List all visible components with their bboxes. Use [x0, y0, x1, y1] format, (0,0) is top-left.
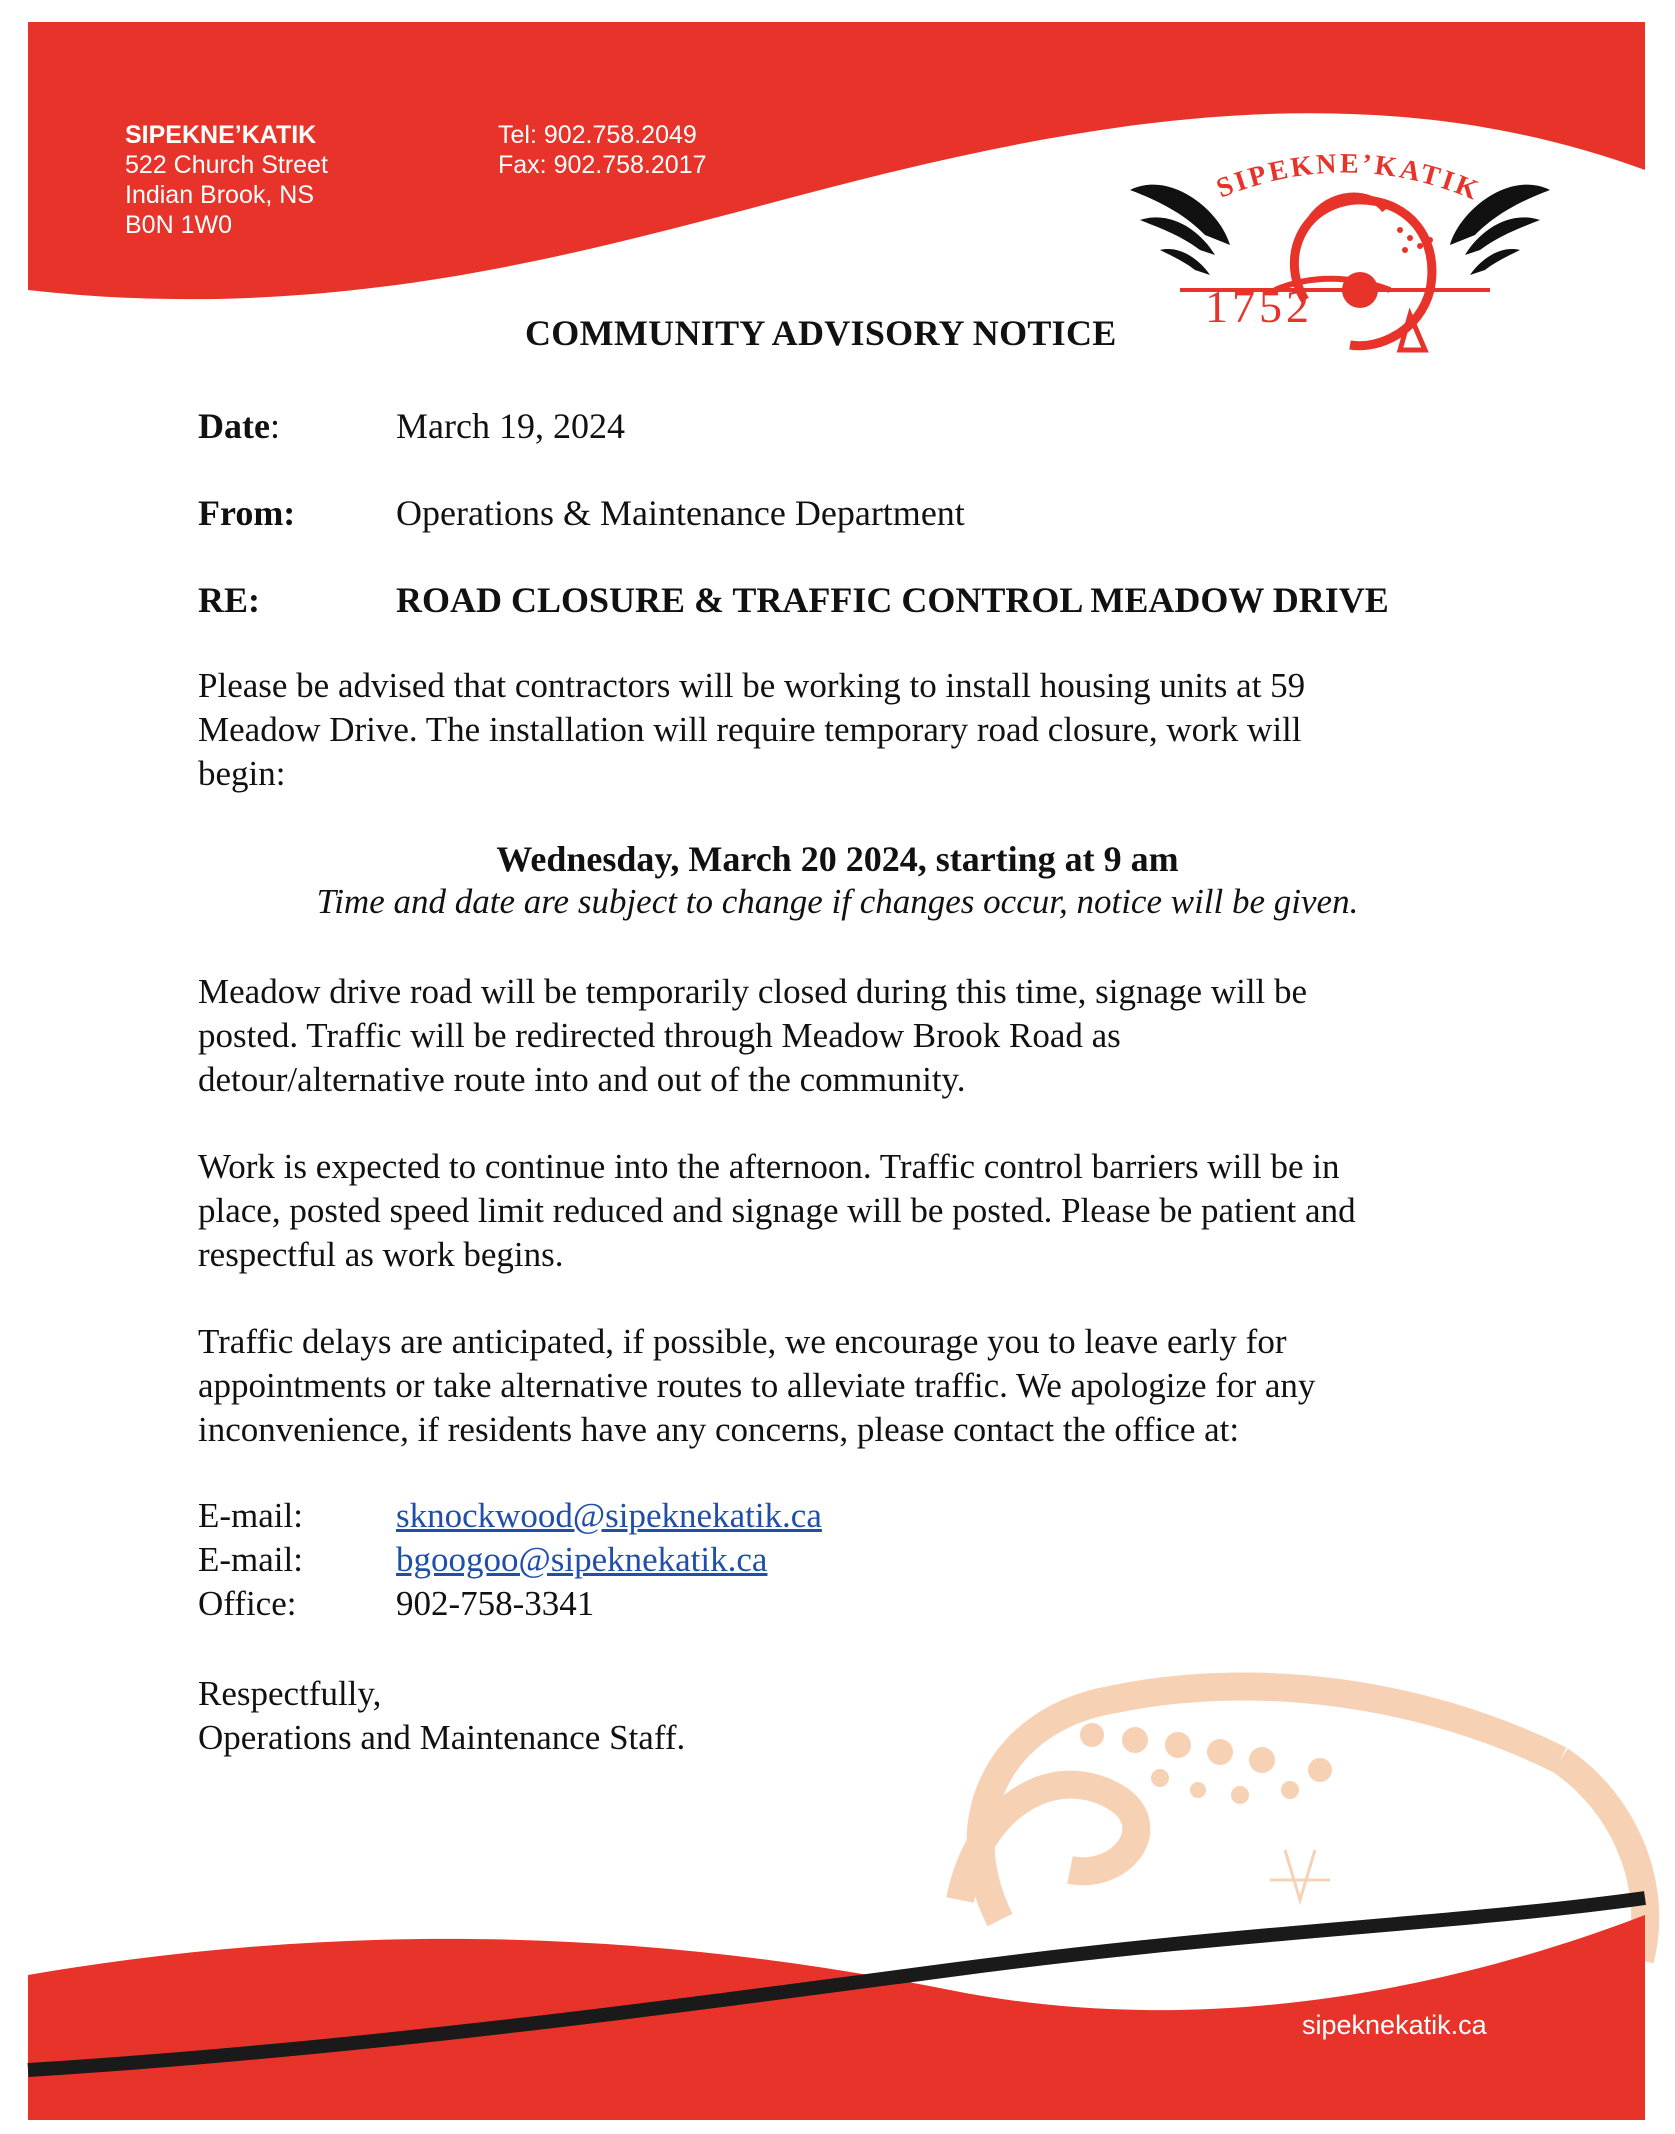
- office-phone: 902-758-3341: [396, 1584, 595, 1623]
- from-value: Operations & Maintenance Department: [396, 493, 965, 533]
- address-city: Indian Brook, NS: [125, 181, 314, 209]
- schedule-date: Wednesday, March 20 2024, starting at 9 am: [496, 839, 1179, 879]
- paragraph-line: Work is expected to continue into the afternoon. Traffic control barriers will be in: [198, 1147, 1340, 1186]
- from-label: From:: [198, 493, 296, 533]
- re-label: RE:: [198, 580, 260, 620]
- paragraph-line: Traffic delays are anticipated, if possible, we encourage you to leave early for: [198, 1322, 1287, 1361]
- logo-year: 1752: [1205, 281, 1313, 332]
- contact-label: E-mail:: [198, 1540, 303, 1579]
- paragraph-line: appointments or take alternative routes to alleviate traffic. We apologize for any: [198, 1366, 1316, 1405]
- paragraph-intro: [198, 664, 1498, 796]
- re-subject: ROAD CLOSURE & TRAFFIC CONTROL MEADOW DRIVE: [396, 580, 1389, 620]
- email-link-bgoogoo[interactable]: bgoogoo@sipeknekatik.ca: [396, 1540, 768, 1579]
- notice-title: COMMUNITY ADVISORY NOTICE: [525, 313, 1117, 353]
- fax: Fax: 902.758.2017: [498, 151, 707, 179]
- footer-website-link[interactable]: sipeknekatik.ca: [1302, 2010, 1487, 2040]
- address-street: 522 Church Street: [125, 151, 328, 179]
- email-link-sknockwood[interactable]: sknockwood@sipeknekatik.ca: [396, 1496, 822, 1535]
- paragraph-line: begin:: [198, 754, 286, 793]
- contact-label: Office:: [198, 1584, 297, 1623]
- org-address-block: [125, 120, 328, 240]
- paragraph-closure: [198, 970, 1498, 1102]
- date-value: March 19, 2024: [396, 406, 625, 446]
- paragraph-delays: [198, 1320, 1498, 1452]
- paragraph-line: place, posted speed limit reduced and signage will be posted. Please be patient and: [198, 1191, 1356, 1230]
- paragraph-line: Meadow drive road will be temporarily closed during this time, signage will be: [198, 972, 1308, 1011]
- telephone: Tel: 902.758.2049: [498, 121, 697, 149]
- contact-label: E-mail:: [198, 1496, 303, 1535]
- paragraph-line: posted. Traffic will be redirected through Meadow Brook Road as: [198, 1016, 1121, 1055]
- date-label-colon: :: [269, 406, 280, 446]
- signature: Operations and Maintenance Staff.: [198, 1718, 686, 1757]
- org-phone-block: [498, 120, 707, 180]
- date-label: [198, 405, 280, 447]
- paragraph-line: inconvenience, if residents have any concerns, please contact the office at:: [198, 1410, 1240, 1449]
- closing: Respectfully,: [198, 1674, 382, 1713]
- schedule-disclaimer: Time and date are subject to change if changes occur, notice will be given.: [316, 882, 1359, 921]
- paragraph-line: respectful as work begins.: [198, 1235, 564, 1274]
- logo-text: SIPEKNE’KATIK: [1212, 150, 1486, 208]
- paragraph-line: Please be advised that contractors will be working to install housing units at 59: [198, 666, 1306, 705]
- address-postal: B0N 1W0: [125, 211, 232, 239]
- sipeknekatik-logo: [1110, 150, 1570, 360]
- paragraph-work: [198, 1145, 1498, 1277]
- org-name: SIPEKNE’KATIK: [125, 121, 317, 149]
- paragraph-line: Meadow Drive. The installation will require temporary road closure, work will: [198, 710, 1302, 749]
- closing-block: [198, 1672, 1498, 1760]
- paragraph-line: detour/alternative route into and out of the community.: [198, 1060, 966, 1099]
- date-label-text: Date: [198, 406, 270, 446]
